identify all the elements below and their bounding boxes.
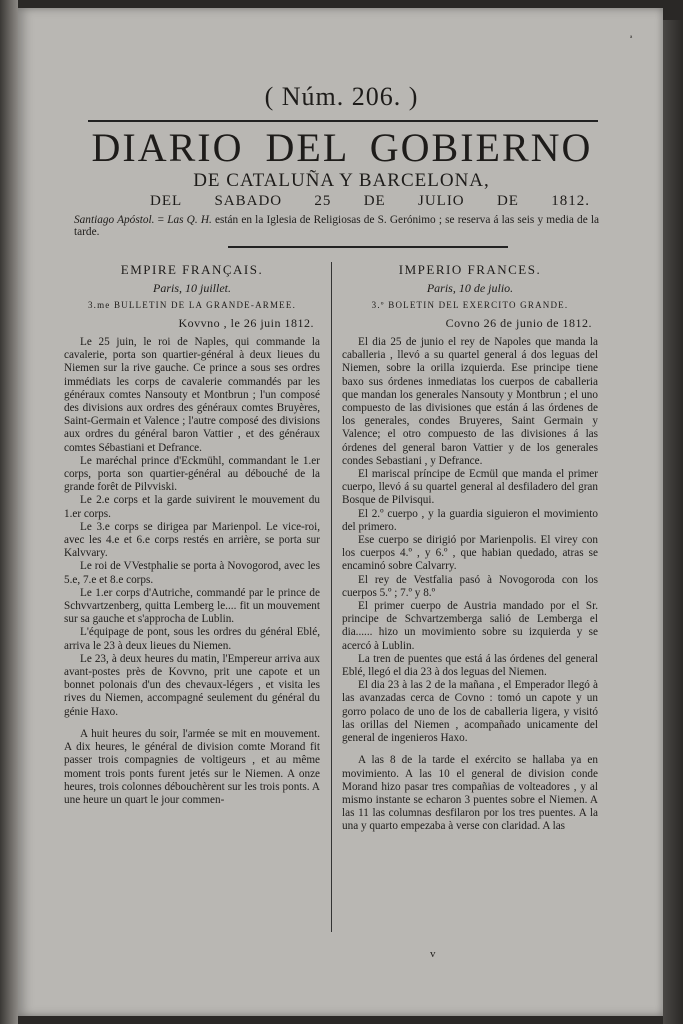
french-paragraph: Le 1.er corps d'Autriche, commandé par le prince de Schvvartzenberg, quitta Lemberg le.... fit un mouvement sur sa gauche et s'approcha de Lublin. bbox=[64, 586, 320, 626]
religious-notice bbox=[74, 214, 599, 238]
notice-saint: Santiago Apóstol. bbox=[74, 214, 155, 226]
dateline-day: 25 bbox=[314, 193, 332, 209]
spanish-paragraph: La tren de puentes que está á las órdenes del general Eblé, llegó el dia 23 à dos leguas del Niemen. bbox=[342, 652, 598, 679]
dateline-de-1: DE bbox=[363, 193, 386, 209]
french-place: Paris, 10 juillet. bbox=[153, 281, 231, 295]
french-paragraph: Le 23, à deux heures du matin, l'Empereur arriva aux avant-postes près de Kovvno, prit une capote et un bonnet polonais d'un des chevaux-légers , et visita les rives du Niemen, accompagné seulement du général du génie Haxo. bbox=[64, 652, 320, 718]
spanish-paragraph: Ese cuerpo se dirigió por Marienpolis. El virey con los cuerpos 4.º , y 6.º , que habian quedado, atras se encaminó sobre Calvarry. bbox=[342, 534, 598, 573]
french-heading: EMPIRE FRANÇAIS. bbox=[120, 262, 264, 277]
spanish-paragraph: A las 8 de la tarde el exército se hallaba ya en movimiento. A las 10 el general de division conde Morand hizo pasar tres compañias de volteadores , y al mismo instante se echaron 3 puentes sobre el Niemen. A las 11 las columnas desfilaron por los tres puentes. A la una y quarto empezaba à verse con claridad. A las bbox=[342, 754, 598, 833]
spanish-heading: IMPERIO FRANCES. bbox=[398, 262, 542, 277]
french-paragraph: A huit heures du soir, l'armée se mit en mouvement. A dix heures, le général de division comte Morand fit passer trois compagnies de voltigeurs , et au même moment trois ponts furent jetés sur le Niemen. A onze heures, trois colonnes débouchèrent sur les trois ponts. A une heure un quart le jour commen- bbox=[64, 727, 320, 806]
dateline-month: JULIO bbox=[417, 193, 465, 209]
spanish-paragraph: El primer cuerpo de Austria mandado por el Sr. principe de Schvartzemberga salió de Lemberga el dia...... hizo un movimiento sobre su izquierda y se acercó à Lublin. bbox=[342, 600, 598, 652]
notice-rule bbox=[228, 246, 508, 248]
french-paragraph: Le maréchal prince d'Eckmühl, commandant le 1.er corps, porta son quartier-général au débouché de la grande forêt de Pilvviski. bbox=[64, 454, 320, 494]
spanish-bulletin-title: 3.º BOLETIN DEL EXERCITO GRANDE. bbox=[371, 300, 569, 310]
masthead-subtitle: DE CATALUÑA Y BARCELONA, bbox=[193, 170, 490, 191]
masthead-top-rule bbox=[88, 120, 598, 122]
dateline-weekday: SABADO bbox=[214, 193, 283, 209]
spanish-paragraph: El mariscal príncipe de Ecmül que manda el primer cuerpo, llevó á su quartel general al desfiladero del gran Bosque de Pilvisqui. bbox=[342, 468, 598, 507]
french-bulletin-title: 3.me BULLETIN DE LA GRANDE-ARMEE. bbox=[87, 300, 297, 310]
notice-lead: Las Q. H. bbox=[167, 214, 212, 226]
notice-text: están en la Iglesia de Religiosas de S. Gerónimo ; se reserva á las seis y media de la tarde. bbox=[74, 214, 600, 238]
dateline-del: DEL bbox=[150, 193, 183, 209]
french-paragraph: Le 25 juin, le roi de Naples, qui commande la cavalerie, porta son quartier-général à deux lieues du Niemen sur la rive gauche. Ce prince a sous ses ordres immédiats les corps de cavalerie commandés par les généraux comtes Nansouty et Montbrun ; l'un composé des divisions aux ordres des généraux comtes Bruyères, Saint-Germain et Valence ; l'autre composé des divisions aux ordres du général baron Vattier , et des généraux comtes Sébastiani et Defrance. bbox=[64, 336, 320, 454]
french-column bbox=[64, 262, 320, 807]
dateline-de-2: DE bbox=[496, 193, 519, 209]
french-paragraph: Le roi de VVestphalie se porta à Novogorod, avec les 5.e, 7.e et 8.e corps. bbox=[64, 560, 320, 586]
spanish-paragraph: El rey de Vestfalia pasó à Novogoroda con los cuerpos 5.º ; 7.º y 8.º bbox=[342, 573, 598, 599]
french-paragraph: Le 2.e corps et la garde suivirent le mouvement du 1.er corps. bbox=[64, 494, 320, 520]
masthead-title: DIARIO DEL GOBIERNO bbox=[91, 125, 593, 170]
french-paragraph: Le 3.e corps se dirigea par Marienpol. Le vice-roi, avec les 4.e et 6.e corps restés en arrière, se porta sur Kalvvary. bbox=[64, 520, 320, 560]
spanish-place: Paris, 10 de julio. bbox=[426, 281, 514, 295]
notice-separator: = bbox=[157, 214, 165, 226]
french-paragraph: L'équipage de pont, sous les ordres du général Eblé, arriva le 23 à deux lieues du Niemen. bbox=[64, 626, 320, 652]
book-spine bbox=[0, 0, 18, 1024]
spanish-paragraph: El dia 25 de junio el rey de Napoles que manda la caballeria , llevó a su quartel general á dos leguas del Niemen, sobre la orilla izquierda. Ese principe tiene baxo sus órdenes inmediatas los cuerpos de caballeria que mandan los generales Nansouty y Montbrun ; el uno compuesto de las divisiones que están á las órdenes de los generales, condes Bruyeres, Saint Germain y Valence; el otro compuesto de las divisiones á las órdenes del general baron Vattier y de los generales condes Sebastiani , y Defrance. bbox=[342, 336, 598, 467]
dateline-year: 1812. bbox=[551, 193, 590, 209]
spanish-column bbox=[342, 262, 598, 834]
spanish-paragraph: El 2.º cuerpo , y la guardia siguieron el movimiento del primero. bbox=[342, 507, 598, 533]
spanish-dateline: Covno 26 de junio de 1812. bbox=[445, 316, 592, 330]
french-dateline: Kovvno , le 26 juin 1812. bbox=[178, 316, 314, 330]
signature-mark: v bbox=[430, 948, 436, 960]
spanish-paragraph: El dia 23 à las 2 de la mañana , el Emperador llegó à las avanzadas cerca de Covno : tomó un capote y un gorro polaco de uno de los de caballeria ligera, y visitó las orillas del Niemen , acompañado unicamente del general de ingenieros Haxo. bbox=[342, 679, 598, 745]
column-divider bbox=[331, 262, 332, 932]
issue-dateline bbox=[150, 193, 590, 210]
page-corner-mark: ª bbox=[630, 34, 633, 43]
issue-number: ( Núm. 206. ) bbox=[264, 82, 419, 111]
